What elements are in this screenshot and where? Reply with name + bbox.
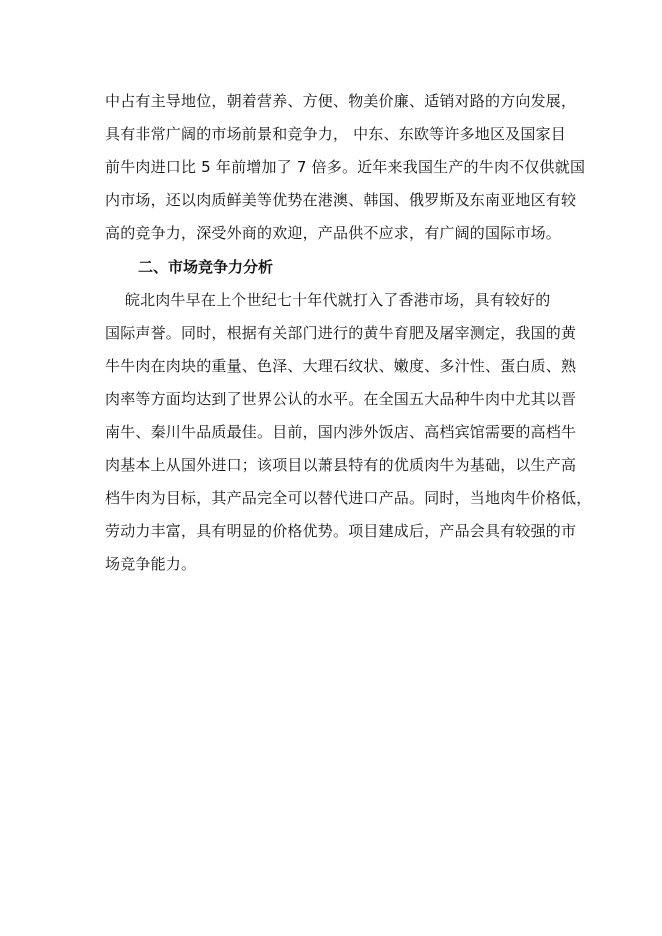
paragraph2-line-6: 肉基本上从国外进口；该项目以萧县特有的优质肉牛为基础，以生产高 — [105, 456, 577, 474]
section-heading: 二、市场竞争力分析 — [138, 258, 274, 276]
paragraph1-line-5: 高的竞争力，深受外商的欢迎，产品供不应求，有广阔的国际市场。 — [105, 224, 562, 242]
paragraph2-line-3: 牛牛肉在肉块的重量、色泽、大理石纹状、嫩度、多汁性、蛋白质、熟 — [105, 357, 577, 375]
paragraph2-line-9: 场竞争能力。 — [105, 555, 197, 573]
paragraph2-line-2: 国际声誉。同时，根据有关部门进行的黄牛育肥及屠宰测定，我国的黄 — [105, 324, 577, 342]
paragraph1-line-4: 内市场，还以肉质鲜美等优势在港澳、韩国、俄罗斯及东南亚地区有较 — [105, 191, 577, 209]
paragraph2-line-8: 劳动力丰富，具有明显的价格优势。项目建成后，产品会具有较强的市 — [105, 522, 577, 540]
paragraph2-line-4: 肉率等方面均达到了世界公认的水平。在全国五大品种牛肉中尤其以晋 — [105, 390, 577, 408]
paragraph2-line-5: 南牛、秦川牛品质最佳。目前，国内涉外饭店、高档宾馆需要的高档牛 — [105, 423, 577, 441]
paragraph2-line-7: 档牛肉为目标，其产品完全可以替代进口产品。同时，当地肉牛价格低， — [105, 489, 592, 507]
paragraph1-line-1: 中占有主导地位，朝着营养、方便、物美价廉、适销对路的方向发展， — [105, 92, 577, 110]
paragraph1-line-3: 前牛肉进口比 5 年前增加了 7 倍多。近年来我国生产的牛肉不仅供就国 — [105, 158, 586, 176]
paragraph1-line-2: 具有非常广阔的市场前景和竞争力， 中东、东欧等许多地区及国家目 — [105, 125, 566, 143]
paragraph2-line-1: 皖北肉牛早在上个世纪七十年代就打入了香港市场，具有较好的 — [105, 291, 551, 309]
